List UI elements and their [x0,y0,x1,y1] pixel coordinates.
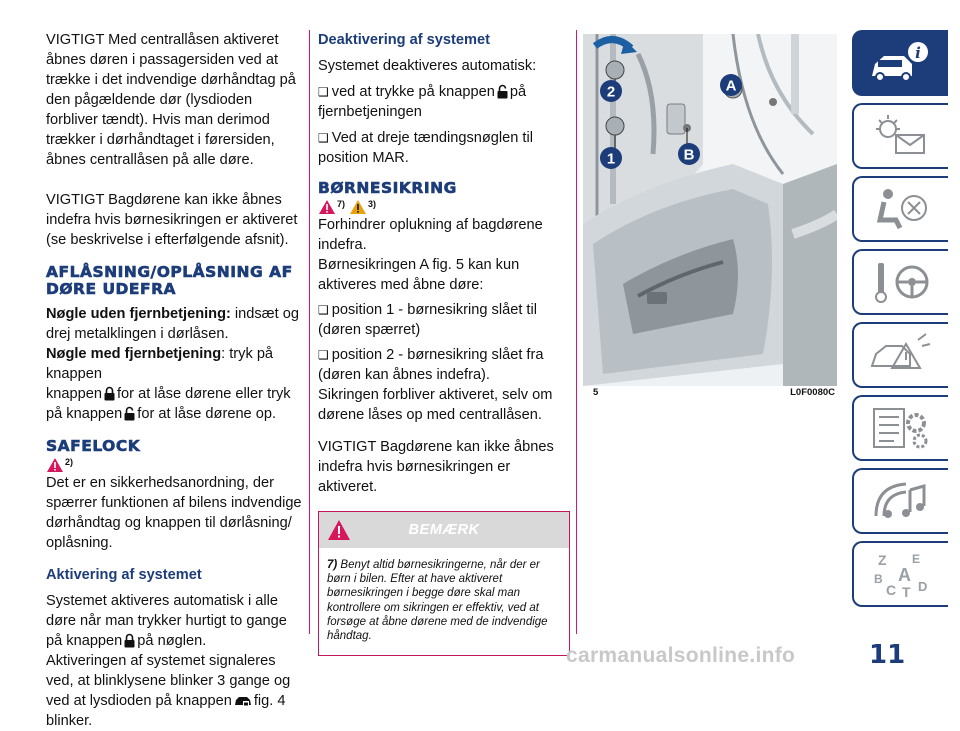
index-az-icon [866,549,936,599]
callout-B [678,143,700,165]
chapter-tabs [852,30,948,614]
airbag-seat-icon [866,184,936,234]
car-lock-icon [234,693,252,708]
paragraph-activation: Systemet aktiveres automatisk i alle døre når man trykker hurtigt to gange på knappen på nøglen. Aktiveringen af systemet signaleres ved, at blinklysene blinker 3 gange og ved at lysdioden på knappen fig. 4 blinker. [46,593,291,729]
tab-multimedia[interactable] [852,468,948,534]
column-left [46,30,304,731]
paragraph-rear-doors-warning: VIGTIGT Bagdørene kan ikke åbnes indefra hvis børnesikringen er aktiveret (se beskrivelse i efterfølgende afsnit). [46,192,298,248]
heading-lock-unlock: AFLÅSNING/OPLÅSNING AF DØRE UDEFRA [46,263,293,298]
tab-service[interactable] [852,395,948,461]
tab-emergency[interactable] [852,322,948,388]
paragraph-child-lock-activation: Børnesikringen A fig. 5 kan kun aktiveres med åbne døre: [318,257,520,293]
paragraph-deactivation-intro: Systemet deaktiveres automatisk: [318,58,537,74]
callout-1 [600,147,622,169]
warning-lights-icon [866,111,936,161]
steering-key-icon [866,257,936,307]
warning-triangle-icon [327,519,351,541]
svg-text:A: A [898,565,911,585]
tab-warning-lights[interactable] [852,103,948,169]
warning-triangle-icon [46,457,64,473]
unlock-icon [497,84,508,99]
column-divider [309,30,310,634]
column-middle [318,30,570,656]
figure-child-lock [583,34,837,386]
note-body: 7) Benyt altid børnesikringerne, når der er børn i bilen. Efter at have aktiveret børnesikringen i begge døre skal man kontrollere om sikringen er effektiv, ved at forsøge at åbne dørene med de indvendige håndtag. [327,559,548,643]
svg-text:2: 2 [606,83,616,101]
svg-text:A: A [725,77,737,95]
service-gears-icon [866,403,936,453]
svg-text:1: 1 [606,150,616,168]
safelock-warning-ref: 2) [46,455,304,473]
svg-text:T: T [902,584,911,599]
figure-number: 5 [593,387,599,398]
multimedia-icon [866,476,936,526]
paragraph-child-lock-purpose: Forhindrer oplukning af bagdørene indefra. [318,217,543,253]
paragraph-central-lock: VIGTIGT Med centrallåsen aktiveret åbnes døren i passagersiden ved at trække i det indvendige dørhåndtag på den pågældende dør (lysdioden forbliver tændt). Hvis man derimod trækker i dørhåndtaget i førersiden, åbnes centrallåsen på alle døre. [46,32,296,168]
paragraph-child-lock-remains: Sikringen forbliver aktiveret, selv om dørene låses op med centrallåsen. [318,387,553,423]
tab-car-info[interactable] [852,30,948,96]
svg-text:D: D [918,579,928,594]
bullet-press-button: ❑ ved at trykke på knappen på fjernbetjeningen [318,82,570,122]
heading-child-lock: BØRNESIKRING [318,179,457,197]
caution-triangle-icon [349,199,367,215]
paragraph-key-with-remote: Nøgle med fjernbetjening: tryk på knappen knappen for at låse dørene eller tryk på knappen for at låse dørene op. [46,346,291,422]
column-divider [576,30,577,634]
door-illustration [583,34,837,386]
figure-code: L0F0080C [790,387,835,398]
svg-text:C: C [886,582,897,598]
warning-triangle-icon [318,199,336,215]
lock-icon [104,386,115,401]
unlock-icon [124,406,135,421]
svg-text:Z: Z [878,552,887,568]
svg-text:E: E [912,552,921,566]
bullet-ignition-mar: ❑ Ved at dreje tændingsnøglen til position MAR. [318,128,570,168]
child-lock-warning-refs: 7) 3) [318,197,570,215]
road-emergency-icon [866,330,936,380]
heading-deactivation: Deaktivering af systemet [318,32,490,48]
heading-safelock: SAFELOCK [46,437,141,455]
lock-icon [124,633,135,648]
svg-text:B: B [683,146,695,164]
note-header [319,512,569,548]
paragraph-child-lock-warning: VIGTIGT Bagdørene kan ikke åbnes indefra hvis børnesikringen er aktiveret. [318,439,554,495]
page-number: 11 [869,640,906,670]
heading-activation: Aktivering af systemet [46,567,202,583]
paragraph-key-without-remote: Nøgle uden fjernbetjening: indsæt og drej metalklingen i dørlåsen. [46,306,300,342]
callout-2 [600,80,622,102]
tab-index[interactable] [852,541,948,607]
bullet-position-1: ❑ position 1 - børnesikring slået til (døren spærret) [318,300,570,340]
svg-text:B: B [874,572,883,586]
note-box [318,511,570,656]
bullet-position-2: ❑ position 2 - børnesikring slået fra (døren kan åbnes indefra). [318,345,570,385]
tab-safety[interactable] [852,176,948,242]
tab-starting-driving[interactable] [852,249,948,315]
paragraph-safelock: Det er en sikkerhedsanordning, der spærrer funktionen af bilens indvendige dørhåndtag og knappen til dørlåsning/ oplåsning. [46,475,302,551]
callout-A [720,74,742,96]
watermark: carmanualsonline.info [566,644,796,667]
note-title: BEMÆRK [408,522,480,538]
svg-text:i: i [915,44,921,62]
car-info-icon [866,38,936,88]
